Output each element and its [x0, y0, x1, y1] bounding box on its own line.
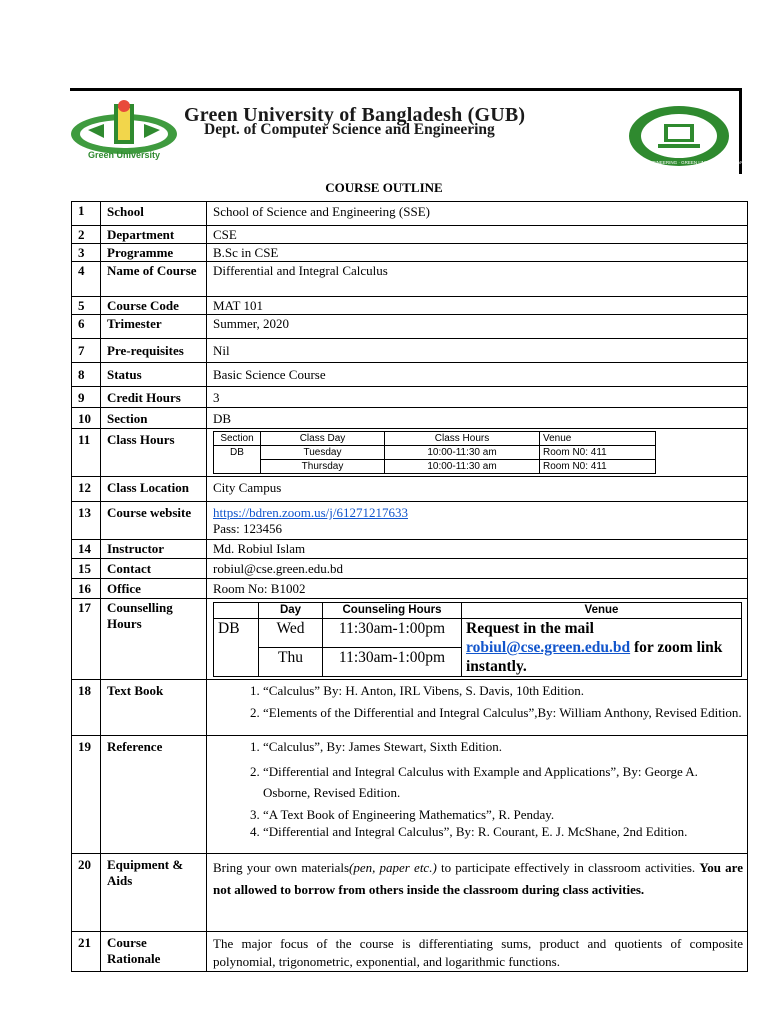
green-university-logo	[68, 98, 180, 162]
course-website-pass: Pass: 123456	[213, 521, 282, 536]
table-row: 5 Course Code MAT 101	[72, 297, 748, 315]
left-logo-text: Green University	[87, 150, 161, 160]
list-item: 1. “Calculus”, By: James Stewart, Sixth Edition.	[263, 739, 743, 755]
counselling-table: Day Counseling Hours Venue DB Wed 11:30am-1:00pm Request in the mail robiul@cse.green.edu.bd for zoom link instantly. Thu 11:30am-1:00pm	[213, 602, 742, 677]
table-row: 20 Equipment & Aids Bring your own materials(pen, paper etc.) to participate effectively in classroom activities. You are not allowed to borrow from others inside the classroom during class activities.	[72, 854, 748, 932]
course-website-link[interactable]: https://bdren.zoom.us/j/61271217633	[213, 505, 408, 520]
list-item: 3. “A Text Book of Engineering Mathematics”, R. Penday.	[263, 807, 743, 823]
cse-seal-logo	[593, 104, 765, 168]
class-hours-table: Section Class Day Class Hours Venue DB Tuesday 10:00-11:30 am Room N0: 411 Thursday 10:00-11:30 am Room N0: 411	[213, 431, 656, 474]
reference-list	[213, 739, 743, 840]
university-name: Green University of Bangladesh (GUB)	[184, 104, 526, 126]
table-row: 8 Status Basic Science Course	[72, 363, 748, 387]
page-title: COURSE OUTLINE	[325, 180, 443, 195]
table-row: 18 Text Book 1. “Calculus” By: H. Anton, IRL Vibens, S. Davis, 10th Edition. 2. “Elements of the Differential and Integral Calculus”,By: William Anthony, Revised Edition.	[72, 680, 748, 736]
counselling-email-link[interactable]: robiul@cse.green.edu.bd	[466, 639, 631, 656]
table-row: 19 Reference 1. “Calculus”, By: James Stewart, Sixth Edition. 2. “Differential and Integral Calculus with Example and Applications”, By: George A. Osborne, Revised Edition. 3. “A Text Book of Engineering Mathematics”, R. Penday. 4. “Differential and Integral Calculus”, By: R. Courant, E. J. McShane, 2nd Edition.	[72, 736, 748, 854]
table-row: 4 Name of Course Differential and Integral Calculus	[72, 262, 748, 297]
equipment-text: Bring your own materials(pen, paper etc.) to participate effectively in classroom activities. You are not allowed to borrow from others inside the classroom during class activities.	[207, 854, 748, 932]
table-row: 12 Class Location City Campus	[72, 477, 748, 502]
list-item: 1. “Calculus” By: H. Anton, IRL Vibens, S. Davis, 10th Edition.	[263, 683, 743, 699]
list-item: 4. “Differential and Integral Calculus”, By: R. Courant, E. J. McShane, 2nd Edition.	[263, 823, 743, 840]
table-row: 21 Course Rationale The major focus of the course is differentiating sums, product and quotients of composite polynomial, trigonometric, exponential, and logarithmic functions.	[72, 932, 748, 972]
department-name: Dept. of Computer Science and Engineering	[204, 121, 495, 138]
table-row: 10 Section DB	[72, 408, 748, 429]
table-row: 1 School School of Science and Engineering (SSE)	[72, 202, 748, 226]
list-item: 2. “Differential and Integral Calculus with Example and Applications”, By: George A. Osborne, Revised Edition.	[263, 761, 743, 803]
list-item: 2. “Elements of the Differential and Integral Calculus”,By: William Anthony, Revised Edition.	[263, 703, 743, 723]
table-row: 2 Department CSE	[72, 226, 748, 244]
table-row: 16 Office Room No: B1002	[72, 579, 748, 599]
table-row: 14 Instructor Md. Robiul Islam	[72, 540, 748, 559]
table-row: 7 Pre-requisites Nil	[72, 339, 748, 363]
table-row: 17 Counselling Hours Day Counseling Hours Venue DB Wed 11:30am-1:00pm Request in the mail robiul@cse.green.edu.bd for zoom link instantly. Thu 11:30am-1:00pm	[72, 599, 748, 680]
course-outline-table	[71, 201, 748, 972]
text-book-list	[213, 683, 743, 723]
table-row: 11 Class Hours Section Class Day Class Hours Venue DB Tuesday 10:00-11:30 am Room N0: 411 Thursday 10:00-11:30 am Room N0: 411	[72, 429, 748, 477]
table-row: 9 Credit Hours 3	[72, 387, 748, 408]
table-row: 15 Contact robiul@cse.green.edu.bd	[72, 559, 748, 579]
table-row: 13 Course website https://bdren.zoom.us/j/61271217633 Pass: 123456	[72, 502, 748, 540]
table-row: 6 Trimester Summer, 2020	[72, 315, 748, 339]
counselling-venue: Request in the mail robiul@cse.green.edu.bd for zoom link instantly.	[462, 619, 742, 677]
table-row: 3 Programme B.Sc in CSE	[72, 244, 748, 262]
right-logo-text: COMPUTER SCIENCE & ENGINEERING · GREEN UNIVERSITY OF BANGLADESH	[593, 160, 765, 165]
